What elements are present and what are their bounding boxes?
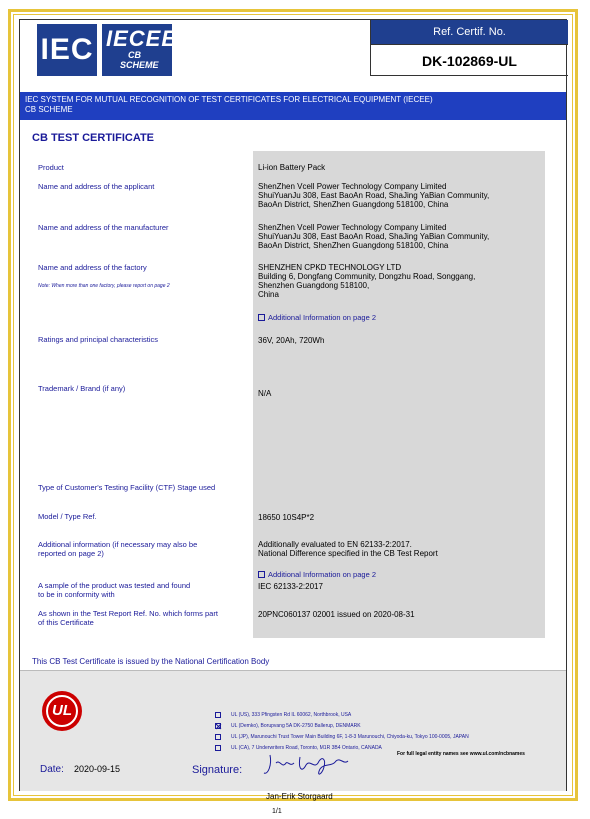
ref-certificate-number: DK-102869-UL <box>371 44 568 76</box>
ratings-value: 36V, 20Ah, 720Wh <box>258 336 325 345</box>
report-label: As shown in the Test Report Ref. No. which forms part of this Certificate <box>38 609 218 627</box>
ref-certificate-box <box>370 20 568 76</box>
manufacturer-label: Name and address of the manufacturer <box>38 223 169 232</box>
iec-logo: IEC <box>37 24 97 76</box>
report-value: 20PNC060137 02001 issued on 2020-08-31 <box>258 610 415 619</box>
additional-info-row-label: Additional information (if necessary may also be reported on page 2) <box>38 540 198 558</box>
trademark-label: Trademark / Brand (if any) <box>38 384 126 393</box>
factory-value: SHENZHEN CPKD TECHNOLOGY LTD Building 6, Dongfang Community, Dongzhu Road, Songgang, Shenzhen Guangdong 518100, China <box>258 263 476 299</box>
ul-logo-icon <box>42 691 82 731</box>
ratings-label: Ratings and principal characteristics <box>38 335 159 344</box>
ctf-label: Type of Customer's Testing Facility (CTF) Stage used <box>38 483 216 492</box>
legal-entity-note: For full legal entity names see www.ul.com/ncbnames <box>397 751 525 757</box>
banner-line-1: IEC SYSTEM FOR MUTUAL RECOGNITION OF TEST CERTIFICATES FOR ELECTRICAL EQUIPMENT (IECEE) <box>25 95 433 104</box>
entity-text: UL (Demko), Borupvang 5A DK-2750 Ballerup, DENMARK <box>231 722 361 729</box>
product-label: Product <box>38 163 64 172</box>
manufacturer-value: ShenZhen Vcell Power Technology Company Limited ShuiYuanJu 308, East BaoAn Road, ShaJing YaBian Community, BaoAn District, ShenZhen Guangdong 518100, China <box>258 223 490 250</box>
product-value: Li-ion Battery Pack <box>258 163 326 172</box>
entity-text: UL (US), 333 Pfingsten Rd IL 60062, Northbrook, USA <box>231 711 352 718</box>
factory-label: Name and address of the factory <box>38 263 147 272</box>
additional-info-link[interactable] <box>258 561 548 580</box>
checked-checkbox-icon[interactable] <box>215 723 221 729</box>
factory-additional-info[interactable] <box>258 304 548 323</box>
checkbox-icon[interactable] <box>215 745 221 751</box>
ref-certificate-label: Ref. Certif. No. <box>371 20 568 44</box>
page-number: 1/1 <box>272 808 282 815</box>
applicant-label: Name and address of the applicant <box>38 182 155 191</box>
issued-by-statement: This CB Test Certificate is issued by the National Certification Body <box>32 657 270 666</box>
checkbox-icon[interactable] <box>215 712 221 718</box>
sample-label: A sample of the product was tested and found to be in conformity with <box>38 581 191 599</box>
checkbox-icon[interactable] <box>215 734 221 740</box>
date-value: 2020-09-15 <box>74 764 121 774</box>
trademark-value: N/A <box>258 389 272 398</box>
entity-text: UL (JP), Marunouchi Trust Tower Main Building 6F, 1-8-3 Marunouchi, Chiyoda-ku, Tokyo 100-0005, JAPAN <box>231 733 469 740</box>
checkbox-icon[interactable] <box>258 571 265 578</box>
sample-value: IEC 62133-2:2017 <box>258 582 323 591</box>
factory-note: Note: When more than one factory, please report on page 2 <box>38 283 170 289</box>
signer-name: Jan-Erik Storgaard <box>266 792 333 801</box>
model-label: Model / Type Ref. <box>38 512 97 521</box>
ul-entity-us[interactable] <box>215 709 555 720</box>
applicant-value: ShenZhen Vcell Power Technology Company Limited ShuiYuanJu 308, East BaoAn Road, ShaJing YaBian Community, BaoAn District, ShenZhen Guangdong 518100, China <box>258 182 490 209</box>
certificate-page <box>19 19 567 801</box>
handwritten-signature <box>262 749 362 781</box>
scheme-logo-text: SCHEME <box>120 60 159 70</box>
model-value: 18650 10S4P*2 <box>258 513 315 522</box>
additional-info-row-value: Additionally evaluated to EN 62133-2:2017. National Difference specified in the CB Test Report <box>258 540 438 558</box>
banner-line-2: CB SCHEME <box>25 105 73 114</box>
iecee-logo-text: IECEE <box>106 26 178 51</box>
signature-label: Signature: <box>192 764 243 776</box>
ul-logo-text: UL <box>46 695 78 727</box>
iecee-banner <box>20 92 566 120</box>
additional-info-label: Additional Information on page 2 <box>268 313 376 322</box>
iecee-cb-scheme-logo <box>102 24 178 76</box>
checkbox-icon[interactable] <box>258 314 265 321</box>
cb-logo-text: CB <box>128 50 141 60</box>
additional-info-label: Additional Information on page 2 <box>268 570 376 579</box>
date-label: Date: <box>40 764 64 775</box>
ul-entity-list <box>215 709 555 753</box>
page-title: CB TEST CERTIFICATE <box>32 132 155 144</box>
ul-entity-jp[interactable] <box>215 731 555 742</box>
entity-text: UL (CA), 7 Underwriters Road, Toronto, M1R 3B4 Ontario, CANADA <box>231 744 382 751</box>
ul-entity-demko[interactable] <box>215 720 555 731</box>
certification-body-footer <box>20 670 566 801</box>
